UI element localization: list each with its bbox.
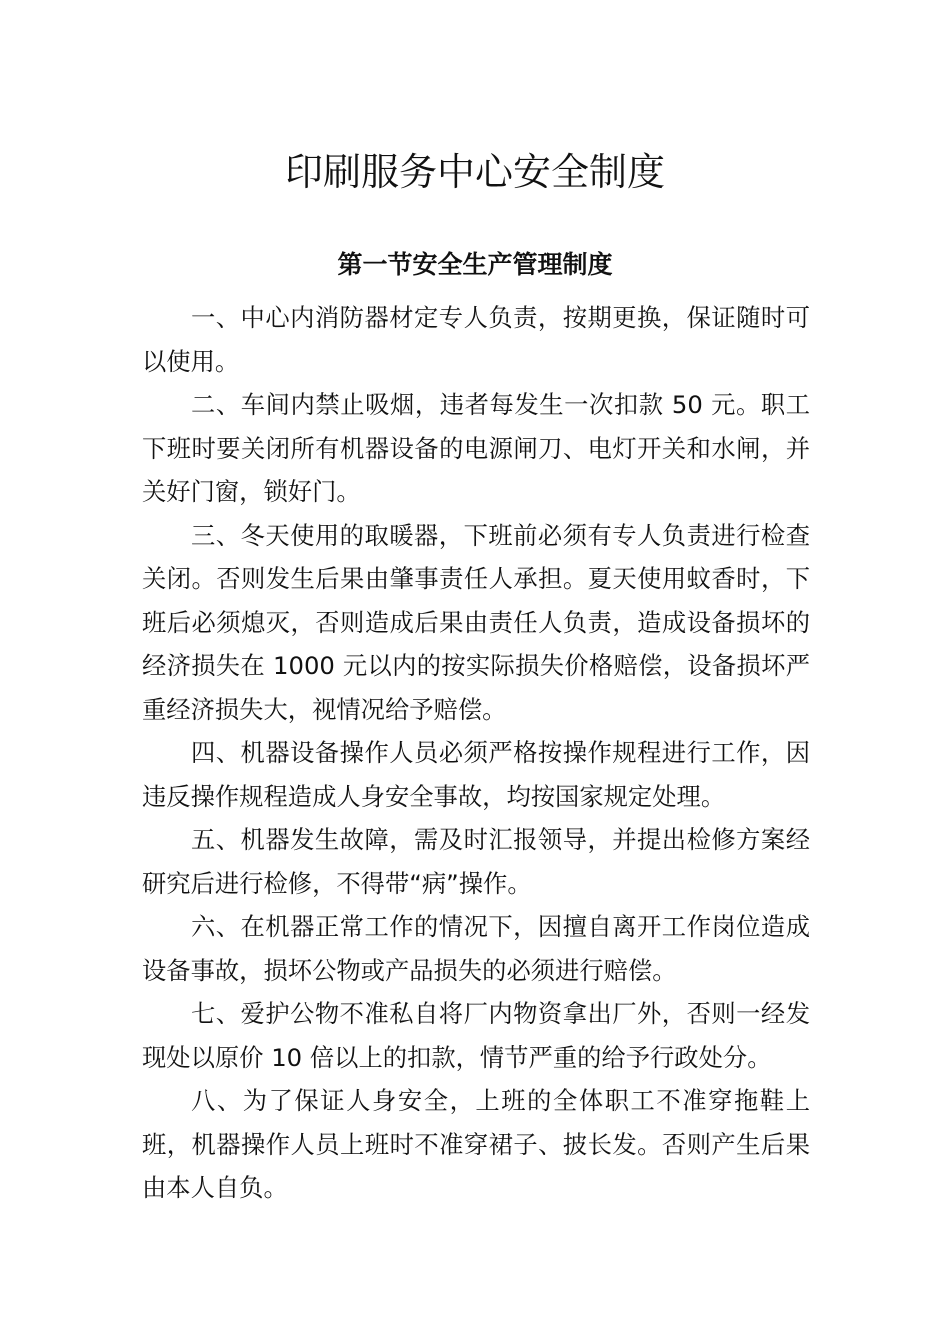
section-title: 第一节安全生产管理制度	[337, 250, 613, 279]
paragraph-8: 八、为了保证人身安全，上班的全体职工不准穿拖鞋上班，机器操作人员上班时不准穿裙子、披长发。否则产生后果由本人自负。	[142, 1086, 810, 1202]
document-title: 印刷服务中心安全制度	[284, 150, 665, 194]
paragraph-4: 四、机器设备操作人员必须严格按操作规程进行工作，因违反操作规程造成人身安全事故，均按国家规定处理。	[142, 738, 810, 811]
document-body	[142, 296, 810, 1210]
paragraph-7: 七、爱护公物不准私自将厂内物资拿出厂外，否则一经发现处以原价 10 倍以上的扣款，情节严重的给予行政处分。	[142, 999, 810, 1072]
paragraph-3: 三、冬天使用的取暖器，下班前必须有专人负责进行检查关闭。否则发生后果由肇事责任人承担。夏天使用蚊香时，下班后必须熄灭，否则造成后果由责任人负责，造成设备损坏的经济损失在 1000 元以内的按实际损失价格赔偿，设备损坏严重经济损失大，视情况给予赔偿。	[142, 520, 810, 724]
paragraph-1: 一、中心内消防器材定专人负责，按期更换，保证随时可以使用。	[142, 303, 810, 376]
paragraph-6: 六、在机器正常工作的情况下，因擅自离开工作岗位造成设备事故，损坏公物或产品损失的必须进行赔偿。	[142, 912, 810, 985]
paragraph-5: 五、机器发生故障，需及时汇报领导，并提出检修方案经研究后进行检修，不得带“病”操作。	[142, 825, 810, 898]
paragraph-2: 二、车间内禁止吸烟，违者每发生一次扣款 50 元。职工下班时要关闭所有机器设备的电源闸刀、电灯开关和水闸，并关好门窗，锁好门。	[142, 390, 810, 506]
